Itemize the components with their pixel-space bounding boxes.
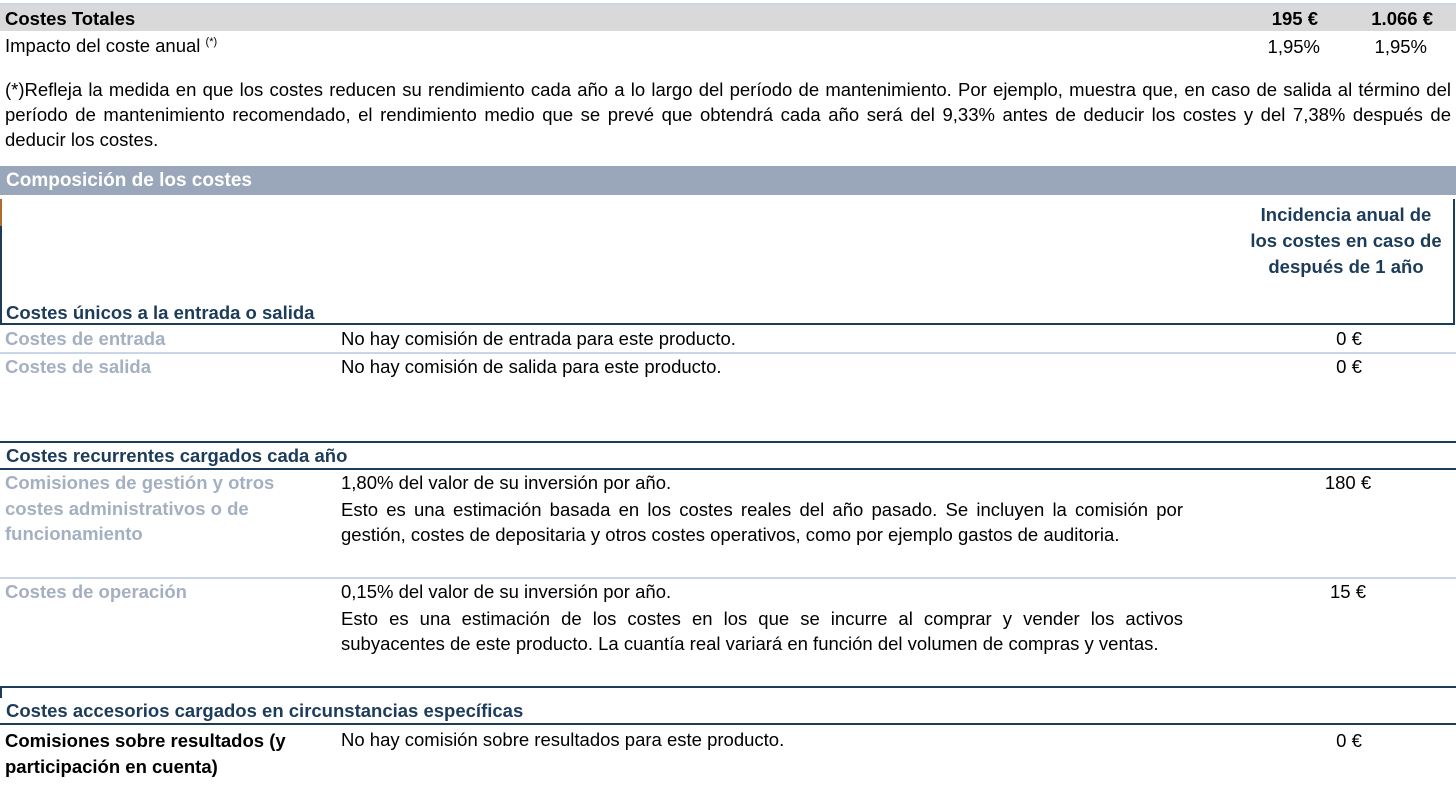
row-value-performance: 0 € <box>1336 730 1362 751</box>
totals-label: Costes Totales <box>5 8 136 29</box>
footnote-paragraph: (*)Refleja la medida en que los costes reducen su rendimiento cada año a lo largo del período de mantenimiento. Por ejemplo, muestra que, en caso de salida al término del período de mantenimiento recomendado, el rendimiento medio que se prevé que obtendrá cada año será del 9,33% antes de deducir los costes y del 7,38% después de deducir los costes. <box>5 79 1451 150</box>
impact-label <box>5 33 217 58</box>
row-detail-management: Esto es una estimación basada en los costes reales del año pasado. Se incluyen la comisión por gestión, costes de depositaria y otros costes operativos, como por ejemplo gastos de auditoria. <box>341 499 1183 545</box>
totals-band <box>0 5 1456 31</box>
row-label-entry: Costes de entrada <box>5 328 166 349</box>
row-detail-operation: Esto es una estimación de los costes en los que se incurre al comprar y vender los activos subyacentes de este producto. La cuantía real variará en función del volumen de compras y ventas. <box>341 608 1183 654</box>
row-label-performance: Comisiones sobre resultados (y participación en cuenta) <box>5 730 286 777</box>
column-header: Incidencia anual de los costes en caso de después de 1 año <box>1250 204 1442 277</box>
totals-value-2: 1.066 € <box>1371 8 1433 29</box>
totals-value-1: 195 € <box>1271 8 1318 29</box>
section-rule <box>0 441 1456 443</box>
row-divider <box>0 352 1456 354</box>
box-corner-mark <box>0 199 2 226</box>
row-desc-exit: No hay comisión de salida para este producto. <box>341 356 722 377</box>
row-desc-operation: 0,15% del valor de su inversión por año. <box>341 581 672 602</box>
section-left-rule <box>0 686 2 698</box>
section-heading-recurring: Costes recurrentes cargados cada año <box>6 445 348 466</box>
section-heading-incidental: Costes accesorios cargados en circunstancias específicas <box>6 700 524 721</box>
row-label-management: Comisiones de gestión y otros costes administrativos o de funcionamiento <box>5 472 275 544</box>
row-value-entry: 0 € <box>1336 328 1362 349</box>
row-value-operation: 15 € <box>1329 581 1366 602</box>
row-desc-entry: No hay comisión de entrada para este producto. <box>341 328 736 349</box>
row-value-exit: 0 € <box>1336 356 1362 377</box>
section-heading-one-off: Costes únicos a la entrada o salida <box>6 302 315 323</box>
row-divider <box>0 577 1456 579</box>
impact-footnote-mark: (*) <box>205 36 218 48</box>
composition-title: Composición de los costes <box>6 170 252 191</box>
row-label-operation: Costes de operación <box>5 581 187 602</box>
row-label-exit: Costes de salida <box>5 356 152 377</box>
impact-value-1: 1,95% <box>1267 36 1320 57</box>
section-rule <box>0 686 1456 688</box>
row-desc-performance: No hay comisión sobre resultados para este producto. <box>341 729 785 750</box>
row-desc-management: 1,80% del valor de su inversión por año. <box>341 472 672 493</box>
row-value-management: 180 € <box>1324 472 1372 493</box>
section-rule <box>0 723 1456 725</box>
impact-label-text: Impacto del coste anual <box>5 35 201 56</box>
impact-value-2: 1,95% <box>1374 36 1427 57</box>
